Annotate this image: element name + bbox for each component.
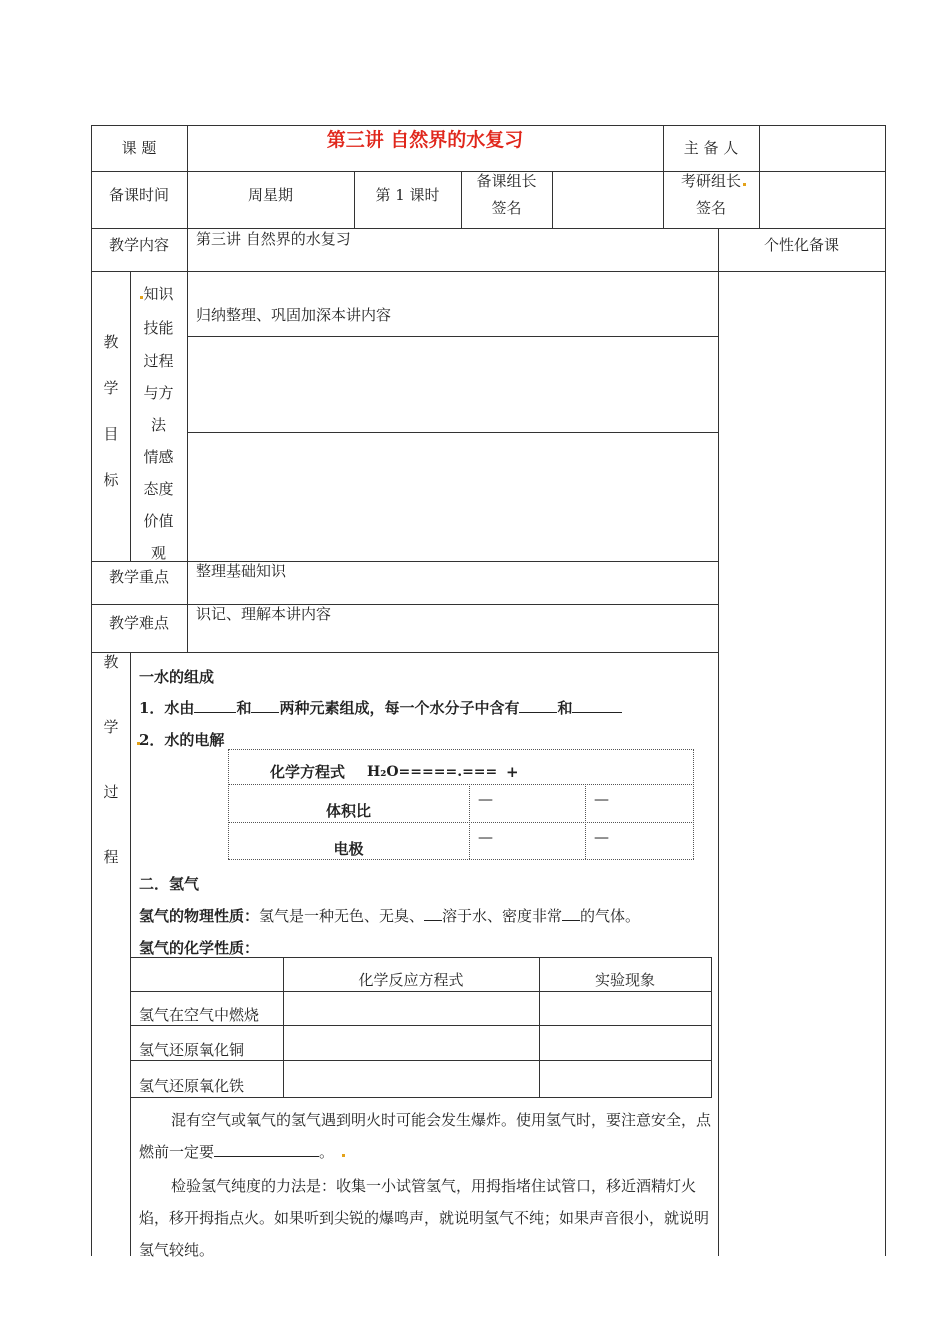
chem-row-label: 氢气还原氧化铁 <box>139 1077 245 1095</box>
emotion-label-2: 态度 <box>143 480 174 498</box>
section2-title: 二．氢气 <box>139 875 200 893</box>
dash: — <box>478 790 493 808</box>
chem-row-label: 氢气在空气中燃烧 <box>139 1006 260 1024</box>
chem-row-label: 氢气还原氧化铜 <box>139 1041 245 1059</box>
safety-paragraph: 混有空气或氧气的氢气遇到明火时可能会发生爆炸。使用氢气时，要注意安全，点燃前一定要 。 <box>139 1111 712 1161</box>
goals-char: 教 <box>103 333 119 351</box>
physical-properties: 氢气的物理性质：氢气是一种无色、无臭、 溶于水、密度非常 的气体。 <box>139 907 641 925</box>
knowledge-value: 归纳整理、巩固加深本讲内容 <box>196 306 392 324</box>
content-label: 教学内容 <box>108 236 169 254</box>
dash: — <box>594 828 609 846</box>
process-char: 教 <box>103 653 119 671</box>
question-1: 1．水由 和 两种元素组成，每一个水分子中含有 和 <box>139 698 622 718</box>
chem-header-phenomenon: 实验现象 <box>594 971 655 989</box>
process-char: 程 <box>103 848 119 866</box>
chemical-properties-label: 氢气的化学性质： <box>139 939 260 957</box>
goals-char: 目 <box>103 425 119 443</box>
personal-prep-label: 个性化备课 <box>763 236 839 254</box>
mark-dot <box>743 183 746 186</box>
content-value: 第三讲 自然界的水复习 <box>196 230 351 248</box>
question-2: 2．水的电解 <box>139 731 225 749</box>
section1-title: 一水的组成 <box>139 668 215 686</box>
volume-ratio-label: 体积比 <box>325 802 371 820</box>
electrode-label: 电极 <box>333 840 364 858</box>
group-leader-sign-line1: 备课组长 <box>476 172 537 190</box>
emotion-label-1: 情感 <box>143 448 174 466</box>
equation: H₂O=====.=== <box>367 764 498 780</box>
knowledge-label-2: 技能 <box>143 319 174 337</box>
process-label-2: 与方 <box>143 384 174 402</box>
purity-test-paragraph: 检验氢气纯度的力法是：收集一小试管氢气，用拇指堵住试管口，移近酒精灯火焰，移开拇指点火。如果听到尖锐的爆鸣声，就说明氢气不纯；如果声音很小，就说明氢气较纯。 <box>139 1177 710 1259</box>
period-label: 第 1 课时 <box>375 186 440 204</box>
emotion-label-4: 观 <box>150 544 166 562</box>
goals-char: 标 <box>103 471 119 489</box>
page-title: 第三讲 自然界的水复习 <box>326 129 524 151</box>
focus-label: 教学重点 <box>108 568 169 586</box>
process-char: 学 <box>103 718 119 736</box>
equation-plus: + <box>506 763 519 781</box>
difficulty-value: 识记、理解本讲内容 <box>196 605 332 623</box>
focus-value: 整理基础知识 <box>196 562 287 580</box>
emotion-label-3: 价值 <box>143 512 174 530</box>
prep-time-label: 备课时间 <box>108 186 169 204</box>
process-label-1: 过程 <box>143 352 174 370</box>
group-leader-sign-line2: 签名 <box>491 199 522 217</box>
topic-label: 课 题 <box>121 139 157 157</box>
week-label: 周星期 <box>247 186 293 204</box>
knowledge-label-1: 知识 <box>143 285 174 303</box>
process-label-3: 法 <box>150 416 166 434</box>
dash: — <box>478 828 493 846</box>
research-leader-sign-line1: 考研组长 <box>680 172 741 190</box>
preparer-label: 主 备 人 <box>683 139 739 157</box>
goals-char: 学 <box>103 379 119 397</box>
mark-dot <box>342 1154 345 1157</box>
dash: — <box>594 790 609 808</box>
process-char: 过 <box>103 783 119 801</box>
equation-label: 化学方程式 <box>270 763 346 781</box>
chem-header-equation: 化学反应方程式 <box>358 971 464 989</box>
difficulty-label: 教学难点 <box>108 614 169 632</box>
research-leader-sign-line2: 签名 <box>695 199 726 217</box>
